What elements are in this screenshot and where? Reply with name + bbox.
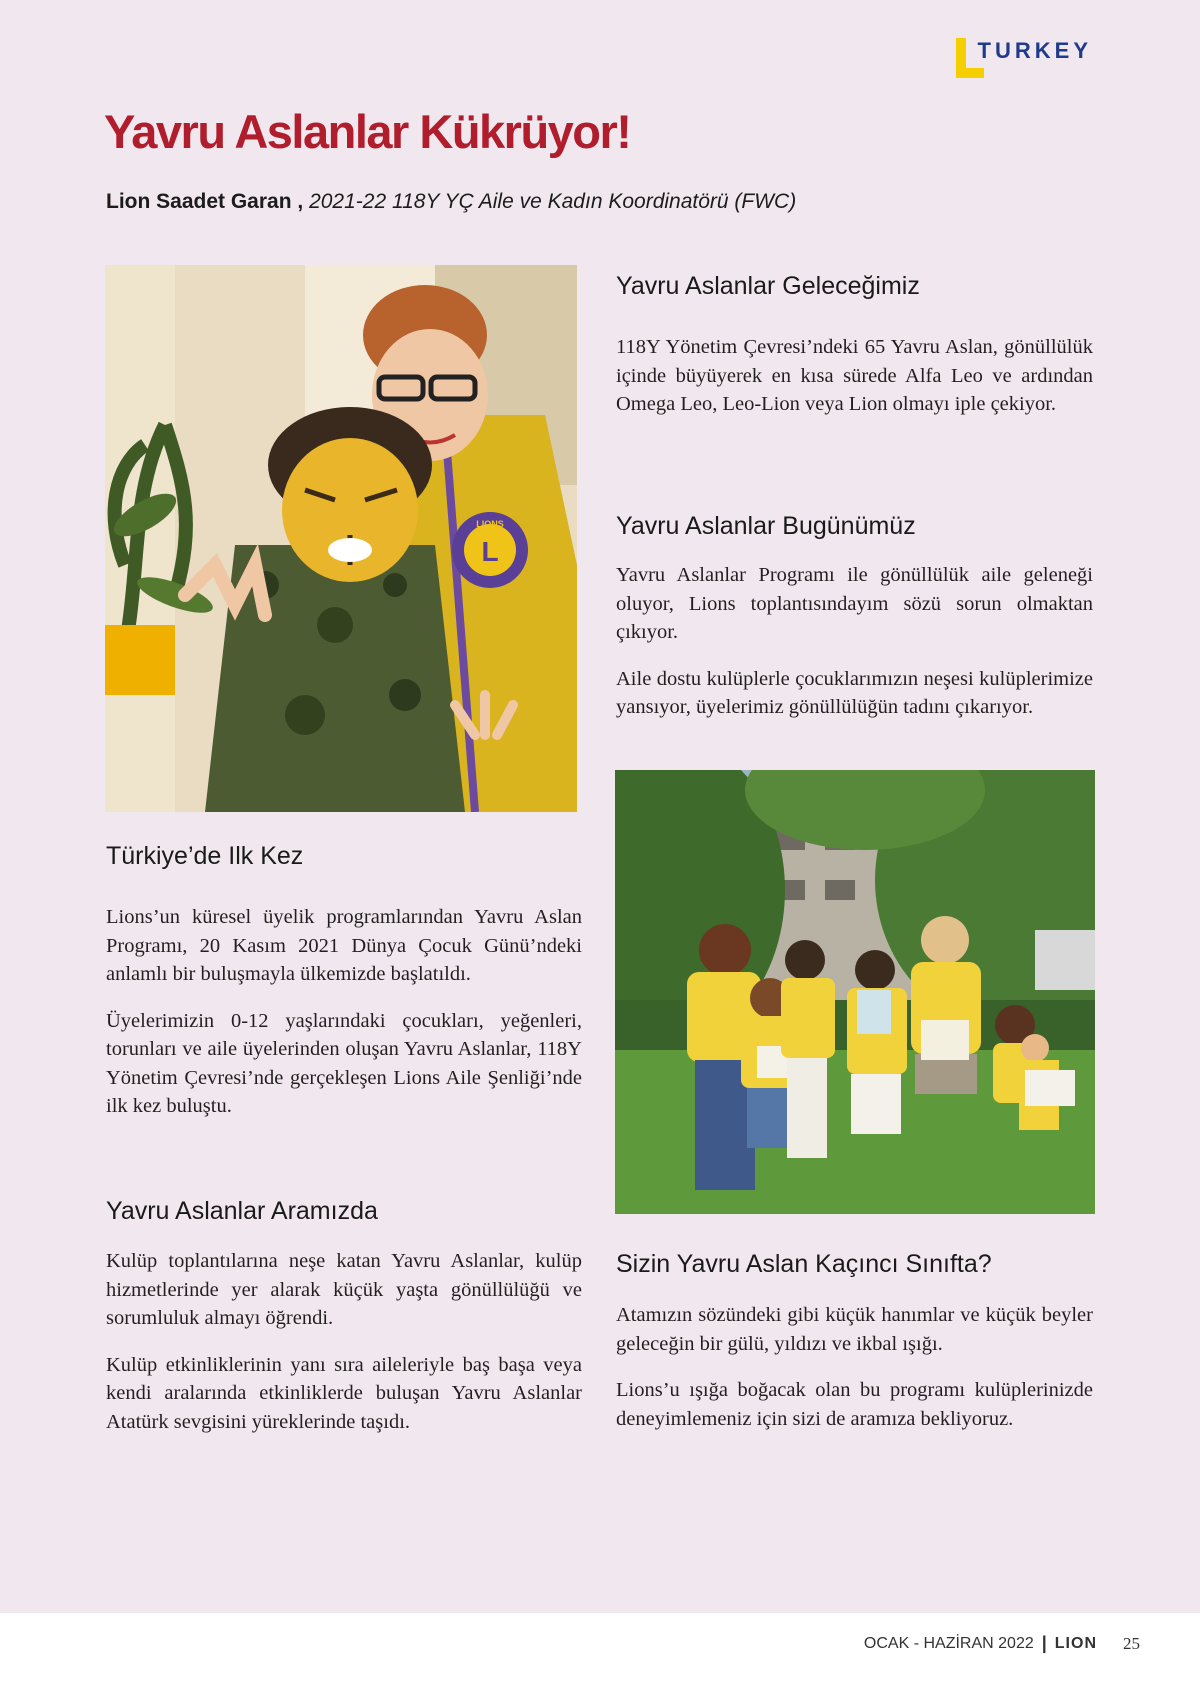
photo-woman-and-child xyxy=(105,265,577,812)
text-sinif xyxy=(616,1301,1093,1451)
lion-l-logo-icon xyxy=(956,38,984,78)
lions-badge-letter: L xyxy=(481,536,499,567)
paragraph: Üyelerimizin 0-12 yaşlarındaki çocukları, yeğenleri, torunları ve aile üyelerinden oluşan Yavru Aslanlar, 118Y Yönetim Çevresi’nde gerçekleşen Lions Aile Şenliği’nde ilk kez buluştu. xyxy=(106,1009,582,1117)
heading-sinif: Sizin Yavru Aslan Kaçıncı Sınıfta? xyxy=(616,1250,992,1278)
text-aramizda xyxy=(106,1247,582,1454)
paragraph: Aile dostu kulüplerle çocuklarımızın neşesi kulüplerimize yansıyor, üyelerimiz gönüllülüğün tadını çıkarıyor. xyxy=(616,667,1093,718)
footer-separator: | xyxy=(1041,1633,1047,1653)
brand-word: TURKEY xyxy=(977,38,1092,63)
heading-bugunumuz: Yavru Aslanlar Bugünümüz xyxy=(616,512,916,540)
paragraph: Atamızın sözündeki gibi küçük hanımlar ve küçük beyler geleceğin bir gülü, yıldızı ve ikbal ışığı. xyxy=(616,1304,1093,1355)
paragraph: Yavru Aslanlar Programı ile gönüllülük aile geleneği oluyor, Lions toplantısındayım sözü sorun olmaktan çıkıyor. xyxy=(616,564,1093,643)
paragraph: 118Y Yönetim Çevresi’ndeki 65 Yavru Aslan, gönüllülük içinde büyüyerek en kısa sürede Alfa Leo ve ardından Omega Leo, Leo-Lion veya Lion olmayı iple çekiyor. xyxy=(616,336,1093,415)
lions-badge-text: LIONS xyxy=(476,519,504,529)
page-number: 25 xyxy=(1123,1633,1140,1653)
text-ilk-kez xyxy=(106,903,582,1139)
byline xyxy=(106,190,796,214)
magazine-name: LION xyxy=(1054,1634,1097,1652)
paragraph: Kulüp toplantılarına neşe katan Yavru Aslanlar, kulüp hizmetlerinde yer alarak küçük yaşta gönüllülüğü ve sorumluluk almayı öğrendi. xyxy=(106,1250,582,1329)
page-footer xyxy=(864,1633,1140,1654)
article-title: Yavru Aslanlar Kükrüyor! xyxy=(104,105,631,158)
paragraph: Kulüp etkinliklerinin yanı sıra aileleriyle baş başa veya kendi aralarında etkinliklerde buluşan Yavru Aslanlar Atatürk sevgisini yüreklerinde taşıdı. xyxy=(106,1353,582,1433)
author-name: Lion Saadet Garan , xyxy=(106,190,304,213)
brand-logo xyxy=(956,36,1092,78)
heading-ilk-kez: Türkiye’de Ilk Kez xyxy=(106,842,304,870)
photo-family-group xyxy=(615,770,1095,1214)
heading-aramizda: Yavru Aslanlar Aramızda xyxy=(106,1197,378,1225)
text-bugunumuz xyxy=(616,561,1093,740)
text-gelecegimiz xyxy=(616,333,1093,437)
author-role: 2021-22 118Y YÇ Aile ve Kadın Koordinatörü (FWC) xyxy=(309,190,797,213)
paragraph: Lions’un küresel üyelik programlarından Yavru Aslan Programı, 20 Kasım 2021 Dünya Çocuk Günü’ndeki anlamlı bir buluşmayla ülkemizde başlatıldı. xyxy=(106,906,582,985)
paragraph: Lions’u ışığa boğacak olan bu programı kulüplerinizde deneyimlemeniz için sizi de aramıza bekliyoruz. xyxy=(616,1379,1093,1430)
heading-gelecegimiz: Yavru Aslanlar Geleceğimiz xyxy=(616,272,920,300)
issue-date: OCAK - HAZİRAN 2022 xyxy=(863,1634,1034,1652)
